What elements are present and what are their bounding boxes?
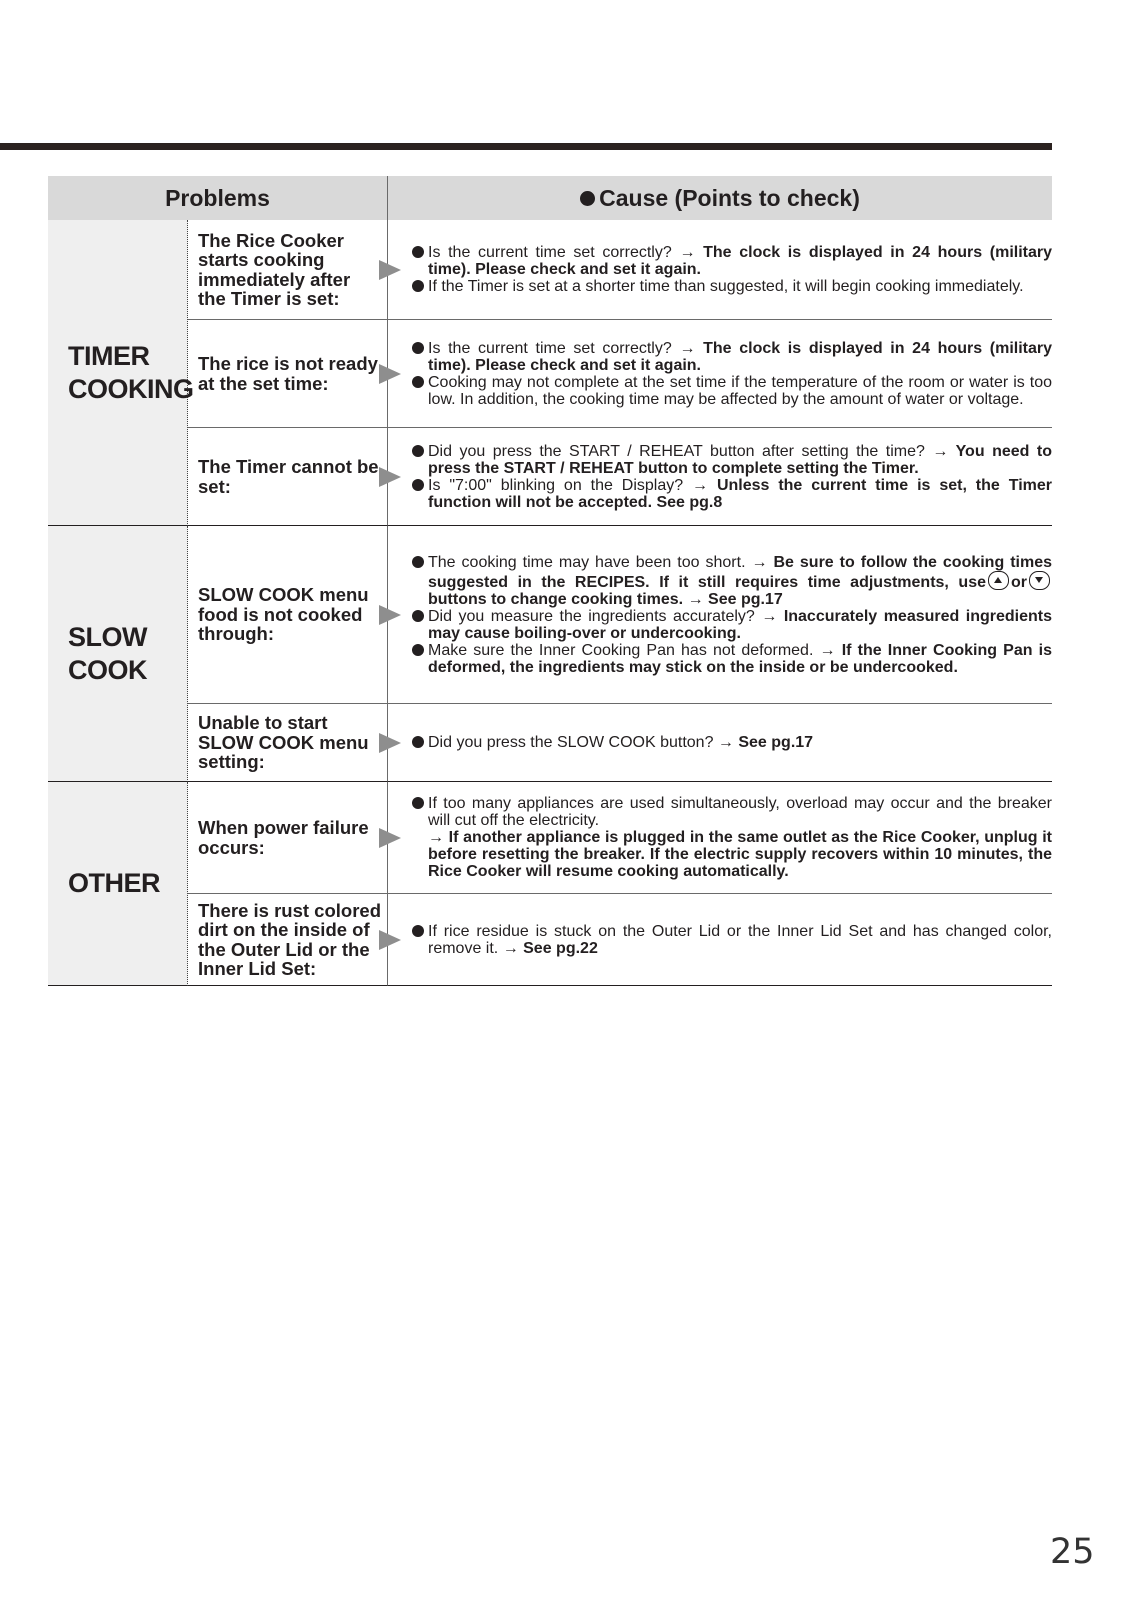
problem-cell xyxy=(188,894,388,986)
problem-text: The Rice Cooker starts cooking immediately after the Timer is set: xyxy=(198,229,351,309)
problem-text: Unable to start SLOW COOK menu setting: xyxy=(198,712,369,773)
category-label: OTHER xyxy=(68,868,160,898)
bullet-icon xyxy=(412,736,424,748)
cause-text: The cooking time may have been too short. xyxy=(428,553,752,571)
arrow-right-icon xyxy=(379,828,401,848)
bullet-icon xyxy=(412,342,424,354)
bullet-icon xyxy=(412,644,424,656)
problem-text: When power failure occurs: xyxy=(198,817,369,858)
cause-header xyxy=(388,176,1052,220)
problems-header-label: Problems xyxy=(165,184,270,211)
cause-item xyxy=(412,244,1052,278)
arrow-icon: → xyxy=(692,476,709,494)
problems-header xyxy=(48,176,388,220)
cause-text: If too many appliances are used simultaneously, overload may occur and the breaker will cut off the electricity. xyxy=(428,795,1052,829)
problem-text: The Timer cannot be set: xyxy=(198,456,379,497)
arrow-right-icon xyxy=(379,930,401,950)
problem-cell xyxy=(188,782,388,894)
cause-text: Is the current time set correctly? xyxy=(428,339,680,357)
cause-text: Is "7:00" blinking on the Display? xyxy=(428,476,693,494)
page-number: 25 xyxy=(1050,1532,1095,1572)
cause-header-label: Cause (Points to check) xyxy=(599,184,860,211)
arrow-icon: → xyxy=(761,607,778,625)
arrow-icon: → xyxy=(679,339,696,357)
arrow-icon: → xyxy=(751,553,768,571)
cause-cell xyxy=(388,220,1052,320)
down-button-icon xyxy=(1029,571,1050,590)
cause-bold-text: See pg.17 xyxy=(733,734,814,751)
problem-cell xyxy=(188,526,388,704)
arrow-icon: → xyxy=(717,734,734,751)
arrow-icon: → xyxy=(819,641,836,659)
arrow-right-icon xyxy=(379,467,401,487)
top-rule xyxy=(0,143,1052,150)
cause-cell xyxy=(388,428,1052,526)
problem-text: The rice is not ready at the set time: xyxy=(198,353,378,394)
cause-item xyxy=(412,795,1052,880)
cause-item xyxy=(412,923,1052,957)
cause-cell xyxy=(388,782,1052,894)
arrow-right-icon xyxy=(379,364,401,384)
bullet-icon xyxy=(412,280,424,292)
category-label: TIMER xyxy=(68,340,150,371)
troubleshooting-table xyxy=(48,176,1052,986)
problem-cell xyxy=(188,704,388,782)
bullet-icon xyxy=(412,445,424,457)
cause-cell xyxy=(388,320,1052,428)
cause-bold-text: Be sure to follow the cooking times suggested in the RECIPES. If it still requires time adjustments, use xyxy=(428,553,1053,591)
problem-cell xyxy=(188,320,388,428)
cause-text: Did you press the SLOW COOK button? xyxy=(428,734,718,751)
cause-bold-text: Inaccurately measured ingredients may cause boiling-over or undercooking. xyxy=(428,607,1053,642)
cause-bold-text: See pg.22 xyxy=(518,939,598,957)
problem-cell xyxy=(188,220,388,320)
cause-text: Did you press the START / REHEAT button after setting the time? xyxy=(428,442,933,460)
cause-item xyxy=(412,278,1052,295)
arrow-right-icon xyxy=(379,605,401,625)
cause-item xyxy=(412,374,1052,408)
cause-item xyxy=(412,554,1052,608)
arrow-right-icon xyxy=(379,733,401,753)
bullet-icon xyxy=(412,556,424,568)
cause-bold-text: If the Inner Cooking Pan is deformed, the ingredients may stick on the inside or be undercooked. xyxy=(428,641,1053,676)
problem-text: There is rust colored dirt on the inside of the Outer Lid or the Inner Lid Set: xyxy=(198,899,381,979)
arrow-icon: → xyxy=(687,590,704,608)
cause-bold-text: Unless the current time is set, the Timer function will not be accepted. See pg.8 xyxy=(428,476,1052,511)
category-slow-cook xyxy=(48,526,188,782)
arrow-icon: → xyxy=(932,442,949,460)
cause-item xyxy=(412,443,1052,477)
cause-bold-text: See pg.17 xyxy=(703,590,783,608)
cause-text: Is the current time set correctly? xyxy=(428,244,680,261)
problem-text: SLOW COOK menu food is not cooked through: xyxy=(198,584,369,645)
arrow-icon: → xyxy=(428,829,444,846)
cause-item xyxy=(412,340,1052,374)
category-label: COOK xyxy=(68,654,147,685)
arrow-icon: → xyxy=(679,244,696,261)
category-label: SLOW xyxy=(68,621,147,652)
cause-text: If the Timer is set at a shorter time than suggested, it will begin cooking immediately. xyxy=(428,278,1024,295)
category-label: COOKING xyxy=(68,373,194,404)
cause-text: If rice residue is stuck on the Outer Lid or the Inner Lid Set and has changed color, remove it. xyxy=(428,922,1052,957)
bullet-icon xyxy=(412,376,424,388)
bullet-icon xyxy=(412,797,424,809)
category-timer-cooking xyxy=(48,220,194,526)
bullet-icon xyxy=(412,610,424,622)
cause-item xyxy=(412,608,1052,642)
up-button-icon xyxy=(988,571,1009,590)
cause-bold-text: or xyxy=(1011,573,1027,591)
cause-item xyxy=(412,477,1052,511)
cause-text: Make sure the Inner Cooking Pan has not deformed. xyxy=(428,641,820,659)
category-other xyxy=(48,782,188,986)
cause-cell xyxy=(388,704,1052,782)
cause-bold-text: You need to press the START / REHEAT button to complete setting the Timer. xyxy=(428,442,1052,477)
cause-cell xyxy=(388,894,1052,986)
cause-item xyxy=(412,642,1052,676)
cause-bold-text: The clock is displayed in 24 hours (military time). Please check and set it again. xyxy=(428,339,1053,374)
arrow-icon: → xyxy=(502,939,519,957)
cause-text: Did you measure the ingredients accurately? xyxy=(428,607,762,625)
bullet-icon xyxy=(412,925,424,937)
bullet-icon xyxy=(412,479,424,491)
cause-bold-text: The clock is displayed in 24 hours (military time). Please check and set it again. xyxy=(428,244,1053,278)
cause-bold-text: If another appliance is plugged in the same outlet as the Rice Cooker, unplug it before resetting the breaker. If the electric supply recovers within 10 minutes, the Rice Cooker will resume cooking automatically. xyxy=(428,829,1052,880)
arrow-right-icon xyxy=(379,260,401,280)
cause-bold-text: buttons to change cooking times. xyxy=(428,590,688,608)
cause-item xyxy=(412,734,1052,751)
bullet-icon xyxy=(412,246,424,258)
cause-cell xyxy=(388,526,1052,704)
problem-cell xyxy=(188,428,388,526)
bullet-icon xyxy=(580,191,595,206)
cause-text: Cooking may not complete at the set time if the temperature of the room or water is too low. In addition, the cooking time may be affected by the amount of water or voltage. xyxy=(428,373,1052,408)
